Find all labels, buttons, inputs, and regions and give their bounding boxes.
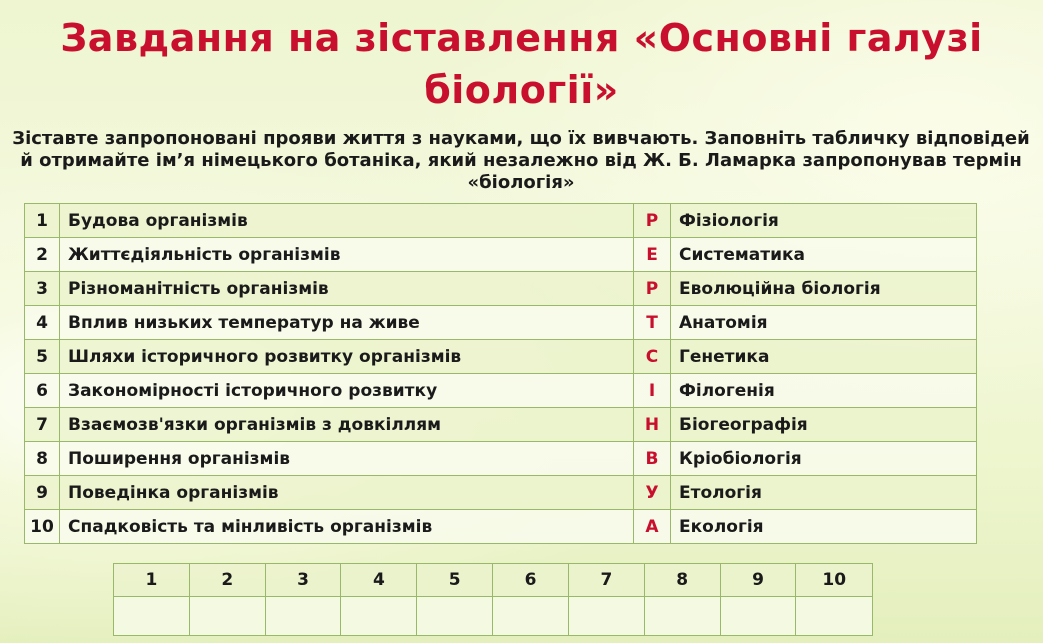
answer-header-cell: 5: [417, 564, 493, 597]
science-name: Екологія: [671, 510, 977, 544]
row-number: 5: [25, 340, 60, 374]
science-letter: Р: [634, 272, 671, 306]
table-row: [25, 238, 977, 272]
science-name: Філогенія: [671, 374, 977, 408]
answer-input-row: [114, 597, 873, 636]
table-row: [25, 340, 977, 374]
science-letter: Р: [634, 204, 671, 238]
science-letter: Е: [634, 238, 671, 272]
answer-cell-8[interactable]: [644, 597, 720, 636]
matching-table: [24, 203, 977, 544]
table-row: [25, 510, 977, 544]
life-manifestation: Спадковість та мінливість організмів: [60, 510, 634, 544]
row-number: 6: [25, 374, 60, 408]
science-name: Фізіологія: [671, 204, 977, 238]
answer-header-cell: 1: [114, 564, 190, 597]
answer-header-row: [114, 564, 873, 597]
answer-cell-10[interactable]: [796, 597, 873, 636]
table-row: [25, 306, 977, 340]
life-manifestation: Поширення організмів: [60, 442, 634, 476]
answer-cell-5[interactable]: [417, 597, 493, 636]
table-row: [25, 408, 977, 442]
answer-header-cell: 9: [720, 564, 796, 597]
science-letter: І: [634, 374, 671, 408]
row-number: 3: [25, 272, 60, 306]
answer-cell-7[interactable]: [568, 597, 644, 636]
row-number: 2: [25, 238, 60, 272]
page-title: Завдання на зіставлення «Основні галузі біології»: [60, 16, 983, 112]
table-row: [25, 374, 977, 408]
life-manifestation: Поведінка організмів: [60, 476, 634, 510]
answer-header-cell: 3: [265, 564, 341, 597]
answer-header-cell: 4: [341, 564, 417, 597]
science-name: Еволюційна біологія: [671, 272, 977, 306]
science-name: Біогеографія: [671, 408, 977, 442]
answer-cell-6[interactable]: [493, 597, 569, 636]
life-manifestation: Вплив низьких температур на живе: [60, 306, 634, 340]
table-row: [25, 204, 977, 238]
row-number: 7: [25, 408, 60, 442]
science-name: Анатомія: [671, 306, 977, 340]
science-letter: В: [634, 442, 671, 476]
answer-cell-3[interactable]: [265, 597, 341, 636]
science-letter: А: [634, 510, 671, 544]
answer-header-cell: 8: [644, 564, 720, 597]
life-manifestation: Різноманітність організмів: [60, 272, 634, 306]
table-row: [25, 476, 977, 510]
answer-cell-9[interactable]: [720, 597, 796, 636]
answer-cell-4[interactable]: [341, 597, 417, 636]
life-manifestation: Закономірності історичного розвитку: [60, 374, 634, 408]
life-manifestation: Життєдіяльність організмів: [60, 238, 634, 272]
answer-header-cell: 10: [796, 564, 873, 597]
life-manifestation: Взаємозв'язки організмів з довкіллям: [60, 408, 634, 442]
science-letter: Н: [634, 408, 671, 442]
science-name: Етологія: [671, 476, 977, 510]
task-instructions: Зіставте запропоновані прояви життя з науками, що їх вивчають. Заповніть табличку відповідей й отримайте ім’я німецького ботаніка, який незалежно від Ж. Б. Ламарка запропонував термін «біологія»: [12, 128, 1030, 193]
life-manifestation: Шляхи історичного розвитку організмів: [60, 340, 634, 374]
answer-table: [113, 563, 873, 636]
science-letter: С: [634, 340, 671, 374]
row-number: 10: [25, 510, 60, 544]
answer-cell-2[interactable]: [189, 597, 265, 636]
science-letter: Т: [634, 306, 671, 340]
row-number: 1: [25, 204, 60, 238]
science-letter: У: [634, 476, 671, 510]
table-row: [25, 442, 977, 476]
life-manifestation: Будова організмів: [60, 204, 634, 238]
answer-cell-1[interactable]: [114, 597, 190, 636]
science-name: Генетика: [671, 340, 977, 374]
table-row: [25, 272, 977, 306]
row-number: 4: [25, 306, 60, 340]
row-number: 9: [25, 476, 60, 510]
row-number: 8: [25, 442, 60, 476]
answer-header-cell: 6: [493, 564, 569, 597]
answer-header-cell: 7: [568, 564, 644, 597]
science-name: Систематика: [671, 238, 977, 272]
answer-header-cell: 2: [189, 564, 265, 597]
science-name: Кріобіологія: [671, 442, 977, 476]
